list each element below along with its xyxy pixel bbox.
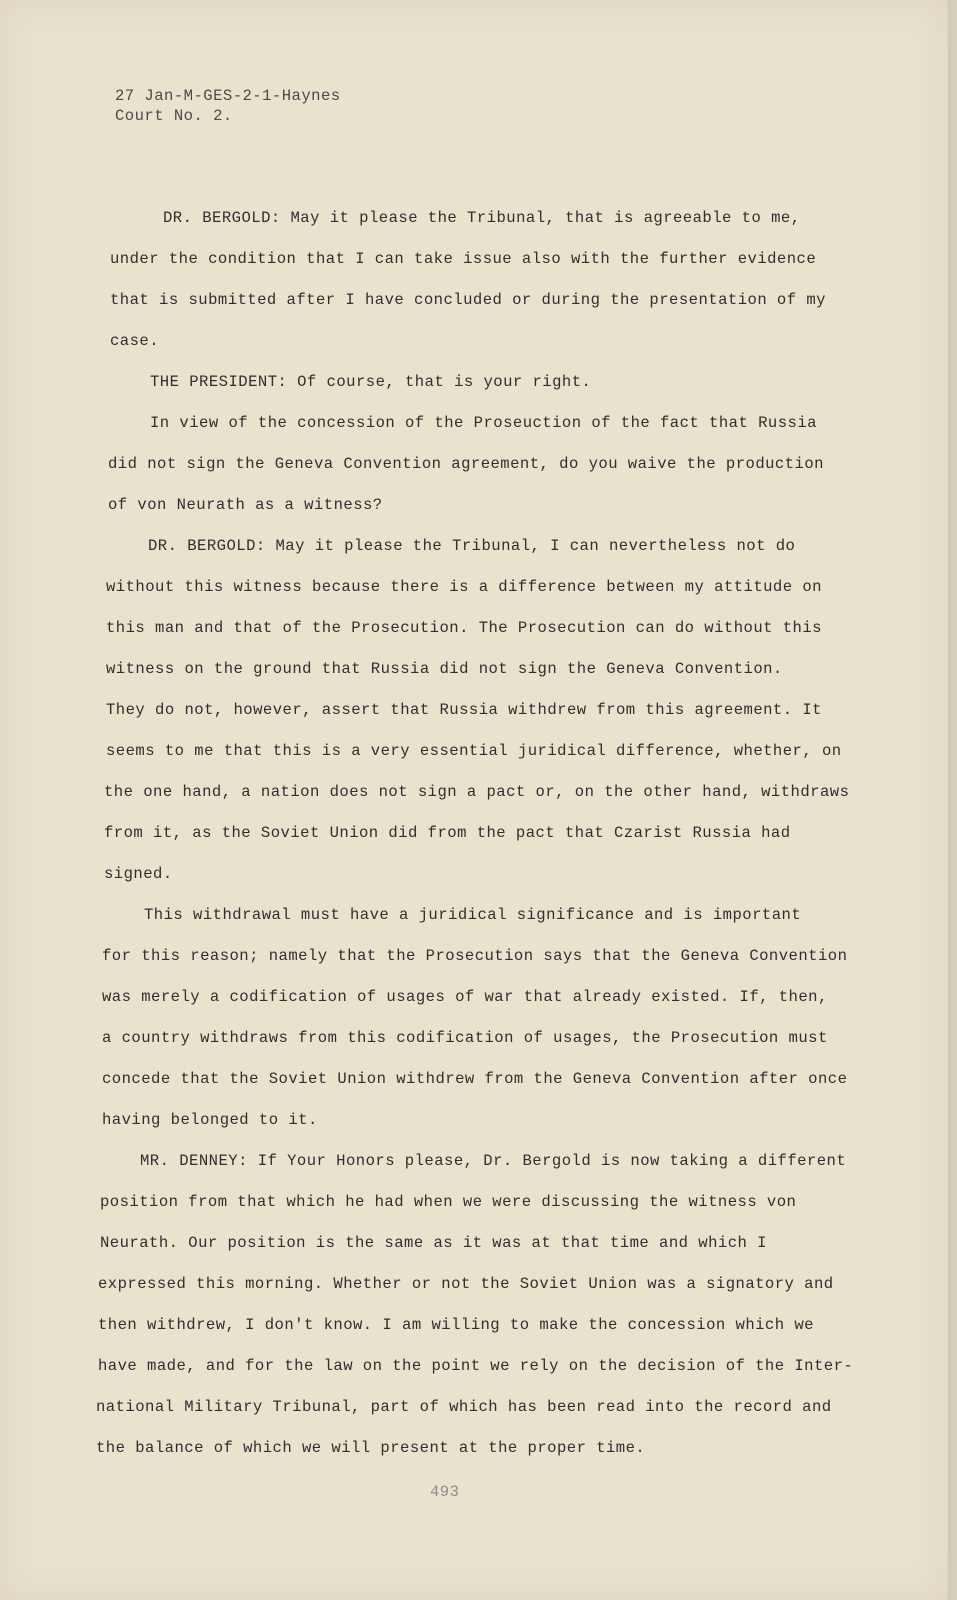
text-line: In view of the concession of the Proseuction of the fact that Russia [150,414,817,432]
document-header [115,86,341,126]
page-number: 493 [430,1483,460,1501]
text-line: the balance of which we will present at the proper time. [96,1439,646,1457]
text-line: then withdrew, I don't know. I am willing to make the concession which we [98,1316,814,1334]
text-line: DR. BERGOLD: May it please the Tribunal, that is agreeable to me, [163,209,801,227]
text-line: from it, as the Soviet Union did from the pact that Czarist Russia had [104,824,791,842]
text-line: signed. [104,865,173,883]
text-line: DR. BERGOLD: May it please the Tribunal, I can nevertheless not do [148,537,796,555]
text-line: witness on the ground that Russia did not sign the Geneva Convention. [106,660,783,678]
text-line: case. [110,332,160,350]
text-line: that is submitted after I have concluded or during the presentation of my [110,291,826,309]
text-line: was merely a codification of usages of war that already existed. If, then, [102,988,828,1006]
text-line: of von Neurath as a witness? [108,496,383,514]
text-line: this man and that of the Prosecution. The Prosecution can do without this [106,619,822,637]
header-court: Court No. 2. [115,107,233,125]
text-line: This withdrawal must have a juridical significance and is important [144,906,802,924]
text-line: national Military Tribunal, part of which has been read into the record and [96,1398,832,1416]
text-line: MR. DENNEY: If Your Honors please, Dr. Bergold is now taking a different [140,1152,847,1170]
text-line: They do not, however, assert that Russia withdrew from this agreement. It [106,701,822,719]
text-line: the one hand, a nation does not sign a pact or, on the other hand, withdraws [104,783,850,801]
text-line: without this witness because there is a difference between my attitude on [106,578,822,596]
text-line: expressed this morning. Whether or not the Soviet Union was a signatory and [98,1275,834,1293]
text-line: concede that the Soviet Union withdrew from the Geneva Convention after once [102,1070,848,1088]
text-line: Neurath. Our position is the same as it was at that time and which I [100,1234,767,1252]
text-line: under the condition that I can take issue also with the further evidence [110,250,817,268]
text-line: for this reason; namely that the Prosecution says that the Geneva Convention [102,947,848,965]
text-line: seems to me that this is a very essential juridical difference, whether, on [106,742,842,760]
page-edge [948,0,957,1600]
text-line: having belonged to it. [102,1111,318,1129]
header-reference: 27 Jan-M-GES-2-1-Haynes [115,87,341,105]
text-line: have made, and for the law on the point we rely on the decision of the Inter- [98,1357,854,1375]
text-line: did not sign the Geneva Convention agreement, do you waive the production [108,455,824,473]
text-line: a country withdraws from this codification of usages, the Prosecution must [102,1029,828,1047]
text-line: position from that which he had when we were discussing the witness von [100,1193,797,1211]
text-line: THE PRESIDENT: Of course, that is your right. [150,373,592,391]
